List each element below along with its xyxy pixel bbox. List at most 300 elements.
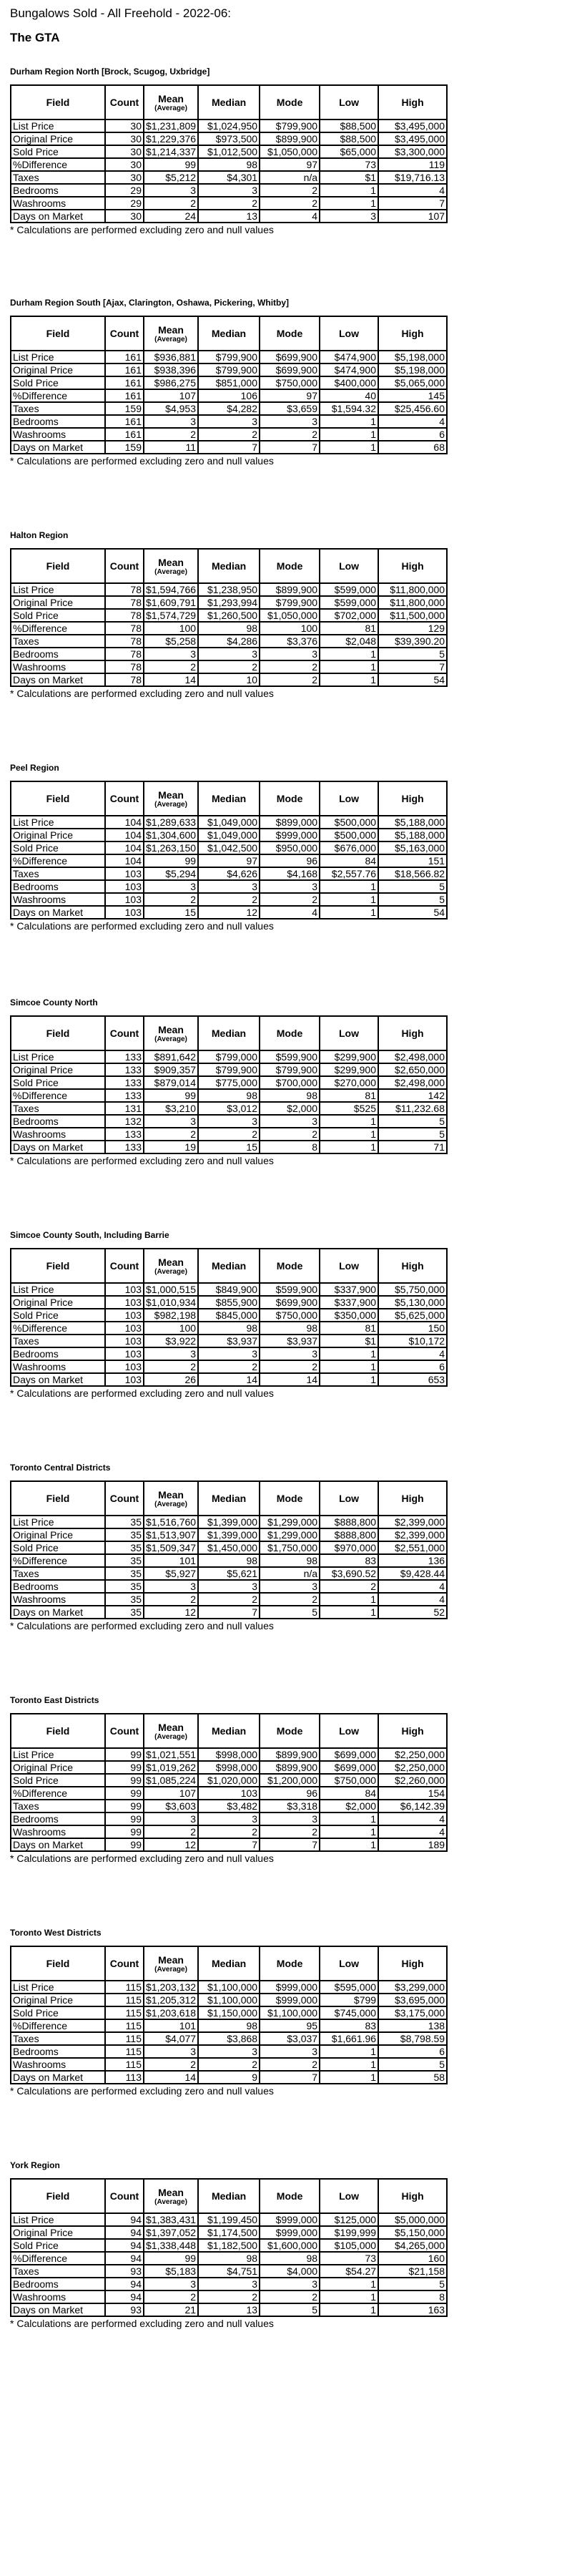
cell-median: $799,000: [198, 1050, 260, 1063]
cell-field: Washrooms: [11, 660, 105, 673]
column-header-count: [105, 1946, 144, 1981]
column-header-median: [198, 1249, 260, 1283]
table-row: [11, 1141, 447, 1153]
cell-count: 161: [105, 376, 144, 389]
cell-mode: 3: [260, 2045, 320, 2058]
cell-low: 73: [320, 158, 378, 171]
cell-count: 30: [105, 171, 144, 184]
table-row: [11, 1089, 447, 1102]
region-section: [10, 1462, 448, 1631]
cell-mean: 12: [144, 1606, 198, 1619]
region-section: [10, 762, 448, 932]
cell-median: 3: [198, 1580, 260, 1593]
cell-low: 1: [320, 1360, 378, 1373]
cell-field: Days on Market: [11, 210, 105, 223]
column-header-label: Field: [46, 1493, 70, 1504]
cell-mean: $891,642: [144, 1050, 198, 1063]
cell-low: $3,690.52: [320, 1567, 378, 1580]
cell-count: 94: [105, 2290, 144, 2303]
cell-high: $5,625,000: [378, 1309, 447, 1322]
cell-mean: $1,338,448: [144, 2239, 198, 2252]
cell-mean: $938,396: [144, 364, 198, 376]
column-header-label: High: [401, 2190, 424, 2202]
region-title: Durham Region South [Ajax, Clarington, Oshawa, Pickering, Whitby]: [10, 298, 290, 308]
column-header-mean: [144, 1481, 198, 1516]
column-header-count: [105, 549, 144, 583]
cell-count: 99: [105, 1825, 144, 1838]
cell-high: $21,158: [378, 2265, 447, 2278]
column-header-mean: [144, 2179, 198, 2213]
column-header-label: Median: [211, 1493, 247, 1504]
cell-count: 161: [105, 415, 144, 428]
column-header-sublabel: (Average): [154, 1965, 187, 1974]
cell-mode: $899,000: [260, 816, 320, 829]
cell-count: 115: [105, 1994, 144, 2006]
cell-field: Days on Market: [11, 2071, 105, 2084]
cell-median: $1,012,500: [198, 145, 260, 158]
column-header-mean: [144, 1249, 198, 1283]
calculation-note: * Calculations are performed excluding zero and null values: [10, 224, 274, 235]
cell-median: $1,100,000: [198, 1994, 260, 2006]
cell-low: 1: [320, 673, 378, 686]
cell-count: 93: [105, 2265, 144, 2278]
cell-high: 5: [378, 2278, 447, 2290]
cell-high: $11,232.68: [378, 1102, 447, 1115]
table-row: [11, 2045, 447, 2058]
cell-median: 7: [198, 1838, 260, 1851]
cell-mean: $1,214,337: [144, 145, 198, 158]
cell-high: $3,495,000: [378, 132, 447, 145]
cell-mode: 2: [260, 2290, 320, 2303]
table-row: [11, 635, 447, 648]
cell-high: 163: [378, 2303, 447, 2316]
table-row: [11, 119, 447, 132]
cell-mode: $1,750,000: [260, 1541, 320, 1554]
cell-high: $25,456.60: [378, 402, 447, 415]
cell-low: 73: [320, 2252, 378, 2265]
cell-field: %Difference: [11, 2019, 105, 2032]
cell-low: 2: [320, 1580, 378, 1593]
table-row: [11, 829, 447, 841]
column-header-median: [198, 1714, 260, 1748]
column-header-mode: [260, 316, 320, 351]
cell-median: 2: [198, 197, 260, 210]
cell-field: List Price: [11, 583, 105, 596]
column-header-sublabel: (Average): [154, 1500, 187, 1508]
stats-table: [10, 1480, 448, 1619]
cell-count: 35: [105, 1593, 144, 1606]
cell-low: $599,000: [320, 596, 378, 609]
column-header-field: [11, 1714, 105, 1748]
cell-field: Sold Price: [11, 2006, 105, 2019]
region-title: Simcoe County North: [10, 997, 98, 1008]
cell-field: Taxes: [11, 1567, 105, 1580]
column-header-label: Mode: [276, 1958, 303, 1969]
cell-mode: 96: [260, 1787, 320, 1800]
table-row: [11, 1102, 447, 1115]
column-header-count: [105, 1714, 144, 1748]
cell-mean: $1,085,224: [144, 1774, 198, 1787]
cell-field: Sold Price: [11, 841, 105, 854]
table-row: [11, 415, 447, 428]
cell-median: $3,868: [198, 2032, 260, 2045]
cell-field: List Price: [11, 351, 105, 364]
column-header-median: [198, 781, 260, 816]
column-header-label: Low: [339, 2190, 360, 2202]
cell-field: %Difference: [11, 389, 105, 402]
cell-field: Days on Market: [11, 2303, 105, 2316]
cell-mode: 96: [260, 854, 320, 867]
cell-mean: 3: [144, 2045, 198, 2058]
cell-mean: $1,509,347: [144, 1541, 198, 1554]
column-header-count: [105, 316, 144, 351]
cell-median: 2: [198, 2058, 260, 2071]
table-row: [11, 2265, 447, 2278]
cell-field: Taxes: [11, 1102, 105, 1115]
cell-mean: 26: [144, 1373, 198, 1386]
cell-median: 14: [198, 1373, 260, 1386]
cell-mode: 5: [260, 2303, 320, 2316]
column-header-field: [11, 781, 105, 816]
cell-median: 97: [198, 854, 260, 867]
header-row: [11, 549, 447, 583]
cell-count: 99: [105, 1761, 144, 1774]
cell-median: 2: [198, 1360, 260, 1373]
column-header-label: High: [401, 1493, 424, 1504]
cell-count: 161: [105, 428, 144, 441]
cell-low: $970,000: [320, 1541, 378, 1554]
cell-field: Taxes: [11, 171, 105, 184]
region-title: Simcoe County South, Including Barrie: [10, 1230, 169, 1240]
table-row: [11, 2058, 447, 2071]
cell-low: 81: [320, 1322, 378, 1335]
cell-field: Bedrooms: [11, 415, 105, 428]
cell-high: 150: [378, 1322, 447, 1335]
cell-mean: $5,927: [144, 1567, 198, 1580]
table-row: [11, 1554, 447, 1567]
cell-mean: 24: [144, 210, 198, 223]
cell-mode: 3: [260, 2278, 320, 2290]
cell-high: $5,130,000: [378, 1296, 447, 1309]
cell-field: Washrooms: [11, 2290, 105, 2303]
column-header-mean: [144, 85, 198, 119]
column-header-label: Low: [339, 1028, 359, 1039]
cell-mean: 3: [144, 184, 198, 197]
column-header-median: [198, 316, 260, 351]
stats-table: [10, 781, 448, 919]
cell-field: List Price: [11, 1516, 105, 1528]
column-header-label: Mean: [158, 1256, 184, 1268]
table-row: [11, 1335, 447, 1347]
cell-high: 189: [378, 1838, 447, 1851]
table-row: [11, 364, 447, 376]
column-header-label: Count: [109, 1725, 139, 1737]
column-header-median: [198, 85, 260, 119]
calculation-note: * Calculations are performed excluding zero and null values: [10, 920, 274, 932]
cell-high: $3,299,000: [378, 1981, 447, 1994]
region-section: [10, 530, 448, 699]
cell-mean: 19: [144, 1141, 198, 1153]
cell-high: $2,551,000: [378, 1541, 447, 1554]
cell-mean: $1,263,150: [144, 841, 198, 854]
column-header-mean: [144, 1946, 198, 1981]
cell-low: $2,000: [320, 1800, 378, 1813]
cell-high: $8,798.59: [378, 2032, 447, 2045]
column-header-label: Low: [339, 1260, 360, 1272]
cell-median: 15: [198, 1141, 260, 1153]
cell-mode: n/a: [260, 171, 320, 184]
table-row: [11, 1800, 447, 1813]
cell-high: 160: [378, 2252, 447, 2265]
cell-median: $845,000: [198, 1309, 260, 1322]
cell-median: $855,900: [198, 1296, 260, 1309]
cell-mean: 2: [144, 197, 198, 210]
cell-high: 7: [378, 197, 447, 210]
cell-field: %Difference: [11, 1322, 105, 1335]
cell-field: %Difference: [11, 1787, 105, 1800]
cell-high: $5,065,000: [378, 376, 447, 389]
cell-mode: 98: [260, 1322, 320, 1335]
cell-mean: $1,516,760: [144, 1516, 198, 1528]
column-header-label: Count: [109, 97, 139, 108]
cell-high: 136: [378, 1554, 447, 1567]
cell-mean: $1,513,907: [144, 1528, 198, 1541]
table-row: [11, 1541, 447, 1554]
cell-field: List Price: [11, 1981, 105, 1994]
column-header-label: Median: [211, 1260, 247, 1272]
cell-low: $400,000: [320, 376, 378, 389]
cell-count: 103: [105, 1335, 144, 1347]
cell-mean: 3: [144, 1580, 198, 1593]
cell-field: Original Price: [11, 132, 105, 145]
header-row: [11, 1481, 447, 1516]
cell-mode: $1,299,000: [260, 1516, 320, 1528]
cell-high: 71: [378, 1141, 447, 1153]
table-row: [11, 1528, 447, 1541]
cell-mean: $4,077: [144, 2032, 198, 2045]
header-row: [11, 2179, 447, 2213]
column-header-label: High: [401, 328, 424, 339]
cell-count: 104: [105, 816, 144, 829]
cell-mode: $1,050,000: [260, 609, 320, 622]
cell-median: $973,500: [198, 132, 260, 145]
stats-table: [10, 2178, 448, 2317]
cell-median: $3,937: [198, 1335, 260, 1347]
table-row: [11, 1774, 447, 1787]
cell-low: $350,000: [320, 1309, 378, 1322]
calculation-note: * Calculations are performed excluding zero and null values: [10, 1387, 274, 1399]
cell-mean: $3,603: [144, 1800, 198, 1813]
cell-high: 5: [378, 880, 447, 893]
cell-high: $2,399,000: [378, 1528, 447, 1541]
column-header-low: [320, 549, 378, 583]
cell-median: $1,293,994: [198, 596, 260, 609]
cell-mean: 3: [144, 415, 198, 428]
cell-count: 94: [105, 2239, 144, 2252]
column-header-count: [105, 85, 144, 119]
cell-median: 2: [198, 893, 260, 906]
stats-table: [10, 548, 448, 687]
cell-field: Original Price: [11, 596, 105, 609]
cell-field: List Price: [11, 119, 105, 132]
table-row: [11, 880, 447, 893]
region-title: Toronto East Districts: [10, 1695, 99, 1705]
cell-field: Sold Price: [11, 1309, 105, 1322]
cell-count: 29: [105, 197, 144, 210]
cell-field: Original Price: [11, 1063, 105, 1076]
cell-count: 78: [105, 596, 144, 609]
cell-high: 5: [378, 648, 447, 660]
table-row: [11, 197, 447, 210]
cell-median: 3: [198, 2278, 260, 2290]
cell-mode: n/a: [260, 1567, 320, 1580]
cell-count: 30: [105, 132, 144, 145]
cell-median: $775,000: [198, 1076, 260, 1089]
column-header-label: Mode: [276, 1493, 303, 1504]
column-header-label: Median: [211, 2190, 247, 2202]
column-header-high: [378, 1946, 447, 1981]
header-row: [11, 1016, 447, 1050]
table-row: [11, 158, 447, 171]
cell-median: 10: [198, 673, 260, 686]
column-header-high: [378, 549, 447, 583]
header-row: [11, 316, 447, 351]
column-header-label: Field: [46, 1958, 70, 1969]
cell-count: 99: [105, 1838, 144, 1851]
cell-field: Original Price: [11, 2226, 105, 2239]
cell-count: 103: [105, 880, 144, 893]
table-row: [11, 428, 447, 441]
cell-median: $4,301: [198, 171, 260, 184]
cell-count: 133: [105, 1076, 144, 1089]
column-header-field: [11, 316, 105, 351]
cell-low: $105,000: [320, 2239, 378, 2252]
table-row: [11, 1309, 447, 1322]
column-header-label: Mode: [276, 2190, 303, 2202]
table-row: [11, 2303, 447, 2316]
cell-count: 30: [105, 119, 144, 132]
cell-mode: 97: [260, 389, 320, 402]
cell-field: Original Price: [11, 1528, 105, 1541]
cell-high: 54: [378, 673, 447, 686]
cell-mean: $5,294: [144, 867, 198, 880]
cell-count: 78: [105, 648, 144, 660]
cell-mode: 3: [260, 1115, 320, 1128]
cell-field: Bedrooms: [11, 1813, 105, 1825]
cell-low: 1: [320, 197, 378, 210]
cell-median: $1,399,000: [198, 1516, 260, 1528]
cell-high: $11,500,000: [378, 609, 447, 622]
table-row: [11, 184, 447, 197]
cell-count: 30: [105, 145, 144, 158]
cell-field: Days on Market: [11, 441, 105, 454]
cell-high: $2,399,000: [378, 1516, 447, 1528]
column-header-label: Median: [211, 97, 247, 108]
cell-median: 2: [198, 660, 260, 673]
region-title: Toronto Central Districts: [10, 1463, 111, 1473]
cell-low: 1: [320, 1593, 378, 1606]
column-header-label: Mode: [276, 560, 303, 572]
cell-high: 129: [378, 622, 447, 635]
column-header-label: Median: [211, 1725, 247, 1737]
cell-count: 99: [105, 1774, 144, 1787]
area-title: The GTA: [10, 31, 60, 44]
cell-low: $88,500: [320, 119, 378, 132]
calculation-note: * Calculations are performed excluding zero and null values: [10, 1155, 274, 1166]
column-header-label: Mode: [276, 97, 303, 108]
cell-low: 1: [320, 1606, 378, 1619]
column-header-label: Mode: [276, 1725, 303, 1737]
table-row: [11, 389, 447, 402]
table-row: [11, 1761, 447, 1774]
cell-count: 78: [105, 583, 144, 596]
calculation-note: * Calculations are performed excluding zero and null values: [10, 455, 274, 467]
cell-count: 94: [105, 2226, 144, 2239]
cell-low: 1: [320, 415, 378, 428]
cell-high: $5,000,000: [378, 2213, 447, 2226]
cell-mean: $909,357: [144, 1063, 198, 1076]
cell-median: $1,020,000: [198, 1774, 260, 1787]
cell-high: $2,250,000: [378, 1761, 447, 1774]
column-header-label: High: [401, 560, 424, 572]
column-header-high: [378, 1016, 447, 1050]
cell-mode: $599,900: [260, 1050, 320, 1063]
cell-high: 5: [378, 1128, 447, 1141]
table-row: [11, 2006, 447, 2019]
table-row: [11, 1516, 447, 1528]
cell-median: $1,100,000: [198, 1981, 260, 1994]
cell-field: %Difference: [11, 1554, 105, 1567]
cell-mode: 7: [260, 1838, 320, 1851]
cell-median: 98: [198, 1089, 260, 1102]
cell-field: Taxes: [11, 1335, 105, 1347]
cell-field: Sold Price: [11, 609, 105, 622]
cell-mode: $999,000: [260, 2226, 320, 2239]
cell-low: 1: [320, 1128, 378, 1141]
calculation-note: * Calculations are performed excluding zero and null values: [10, 2318, 274, 2329]
column-header-field: [11, 85, 105, 119]
cell-field: Days on Market: [11, 1141, 105, 1153]
cell-mean: 2: [144, 428, 198, 441]
column-header-label: Count: [109, 793, 139, 804]
column-header-label: High: [401, 97, 424, 108]
cell-median: 3: [198, 1813, 260, 1825]
cell-median: 3: [198, 184, 260, 197]
cell-mean: 2: [144, 1128, 198, 1141]
column-header-label: Mean: [158, 92, 184, 104]
table-row: [11, 1787, 447, 1800]
cell-high: $2,250,000: [378, 1748, 447, 1761]
table-row: [11, 1813, 447, 1825]
cell-mean: 2: [144, 660, 198, 673]
cell-mean: $1,205,312: [144, 1994, 198, 2006]
calculation-note: * Calculations are performed excluding zero and null values: [10, 2085, 274, 2097]
column-header-mode: [260, 85, 320, 119]
cell-mean: $986,275: [144, 376, 198, 389]
table-row: [11, 1128, 447, 1141]
cell-low: 84: [320, 854, 378, 867]
cell-mean: 2: [144, 1593, 198, 1606]
cell-median: 98: [198, 1322, 260, 1335]
column-header-count: [105, 1016, 144, 1050]
column-header-label: Mean: [158, 789, 184, 801]
table-row: [11, 2032, 447, 2045]
table-row: [11, 854, 447, 867]
table-row: [11, 132, 447, 145]
cell-mode: $750,000: [260, 376, 320, 389]
cell-high: $2,498,000: [378, 1076, 447, 1089]
cell-count: 94: [105, 2252, 144, 2265]
